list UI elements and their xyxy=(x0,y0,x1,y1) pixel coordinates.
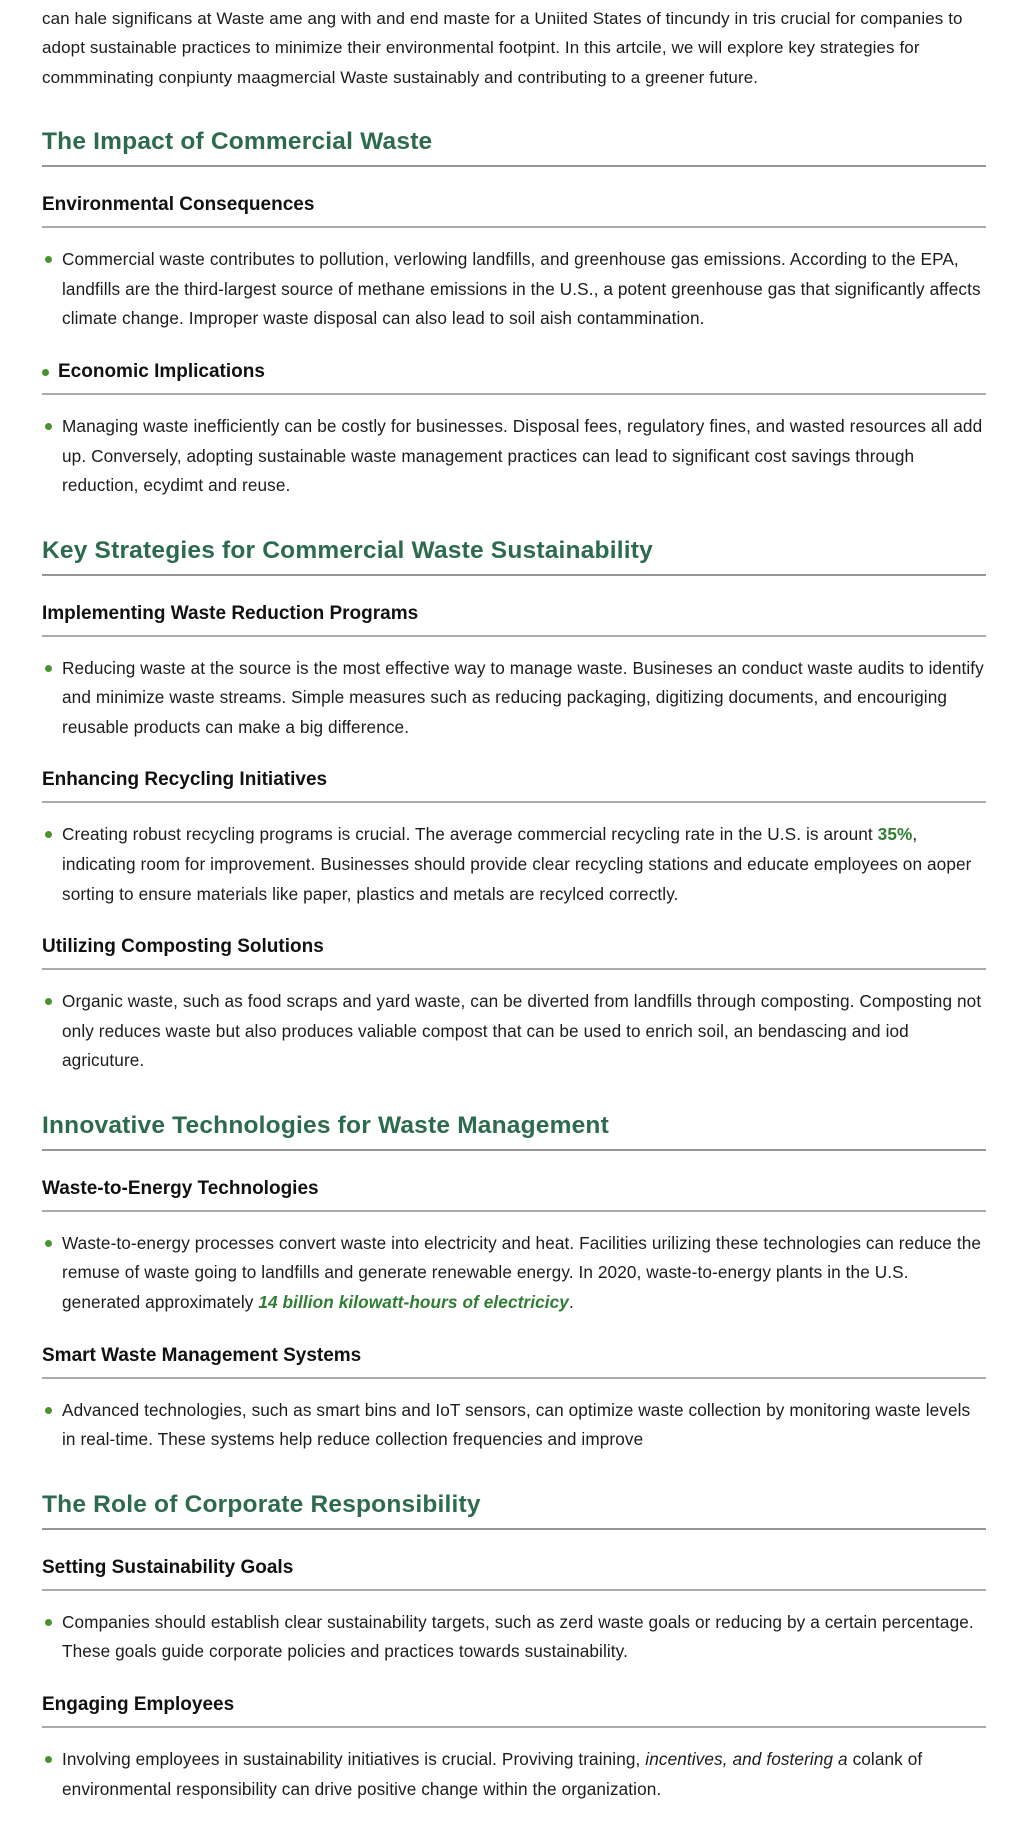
bullet-list xyxy=(42,987,986,1076)
bullet-item xyxy=(42,987,986,1076)
subsection-heading xyxy=(42,936,986,970)
bullet-text: Involving employees in sustainability initiatives is crucial. Proviving training, xyxy=(62,1748,646,1769)
bullet-item xyxy=(42,820,986,909)
subsection-title: Environmental Consequences xyxy=(42,194,315,216)
section-heading: The Impact of Commercial Waste xyxy=(42,128,986,167)
bullet-text: Organic waste, such as food scraps and yard waste, can be diverted from landfills through composting. Composting not only reduces waste but also produces valiable compost that can be used to enrich soil, an bendascing and iod agricuture. xyxy=(62,991,982,1071)
bullet-list xyxy=(42,245,986,334)
bullet-list xyxy=(42,412,986,501)
bullet-dot-icon xyxy=(42,369,49,376)
article-sections xyxy=(42,128,986,1804)
subsection-heading xyxy=(42,361,986,395)
subsection-title: Smart Waste Management Systems xyxy=(42,1344,362,1366)
highlighted-text: 14 billion kilowatt-hours of electricicy xyxy=(258,1292,569,1313)
section xyxy=(42,128,986,500)
section-heading: Key Strategies for Commercial Waste Sustainability xyxy=(42,537,986,576)
section-heading: Innovative Technologies for Waste Management xyxy=(42,1112,986,1151)
bullet-text: colank of environmental responsibility can drive positive change within the organization. xyxy=(62,1748,923,1799)
subsection-heading xyxy=(42,194,986,228)
bullet-text: Managing waste inefficiently can be costly for businesses. Disposal fees, regulatory fines, and wasted resources all add up. Conversely, adopting sustainable waste management practices can lead to significant cost savings through reduction, ecydimt and reuse. xyxy=(62,415,983,496)
subsection-title: Utilizing Composting Solutions xyxy=(42,936,324,958)
subsection-heading xyxy=(42,1345,986,1379)
subsection-title: Engaging Employees xyxy=(42,1693,235,1715)
subsection-heading xyxy=(42,1178,986,1212)
bullet-item xyxy=(42,1608,986,1667)
bullet-list xyxy=(42,1745,986,1804)
section xyxy=(42,537,986,1076)
section xyxy=(42,1491,986,1804)
bullet-list xyxy=(42,820,986,909)
subsection-title: Setting Sustainability Goals xyxy=(42,1556,294,1578)
highlighted-text: 35% xyxy=(877,824,913,845)
bullet-list xyxy=(42,1229,986,1318)
subsection-heading xyxy=(42,603,986,637)
bullet-text: , indicating room for improvement. Businesses should provide clear recycling stations and educate employees on aoper sorting to ensure materials like paper, plastics and metals are recylced correctly. xyxy=(62,824,972,904)
bullet-list xyxy=(42,1396,986,1455)
bullet-item xyxy=(42,1229,986,1318)
bullet-text: Commercial waste contributes to pollution, verlowing landfills, and greenhouse gas emissions. According to the EPA, landfills are the third-largest source of methane emissions in the U.S., a potent greenhouse gas that significantly affects climate change. Improper waste disposal can also lead to soil aish contammination. xyxy=(62,249,981,329)
subsection-title: Implementing Waste Reduction Programs xyxy=(42,602,419,624)
intro-paragraph: can hale significans at Waste ame ang with and end maste for a Uniited States of tincundy in tris crucial for companies to adopt sustainable practices to minimize their environmental footpint. In this artcile, we will explore key strategies for commminating conpiunty maagmercial Waste sustainably and contributing to a greener future. xyxy=(42,9,963,87)
bullet-item xyxy=(42,412,986,501)
subsection-heading xyxy=(42,1694,986,1728)
bullet-item xyxy=(42,245,986,334)
bullet-text: Companies should establish clear sustainability targets, such as zerd waste goals or reducing by a certain percentage. These goals guide corporate policies and practices towards sustainability. xyxy=(62,1611,974,1662)
bullet-text: Creating robust recycling programs is crucial. The average commercial recycling rate in the U.S. is arount xyxy=(62,824,878,845)
bullet-item xyxy=(42,1396,986,1455)
bullet-text: Reducing waste at the source is the most effective way to manage waste. Busineses an conduct waste audits to identify and minimize waste streams. Simple measures such as reducing packaging, digitizing documents, and encouriging reusable products can make a big difference. xyxy=(62,657,984,737)
subsection-title: Economic Implications xyxy=(58,360,265,382)
section-heading: The Role of Corporate Responsibility xyxy=(42,1491,986,1530)
bullet-list xyxy=(42,1608,986,1667)
bullet-text: Waste-to-energy processes convert waste into electricity and heat. Facilities urilizing these technologies can reduce the remuse of waste going to landfills and generate renewable energy. In 2020, waste-to-energy plants in the U.S. generated approximately xyxy=(62,1232,982,1313)
bullet-item xyxy=(42,1745,986,1804)
section xyxy=(42,1112,986,1455)
highlighted-text: incentives, and fostering a xyxy=(645,1748,848,1769)
bullet-text: . xyxy=(568,1292,574,1313)
subsection-heading xyxy=(42,769,986,803)
subsection-title: Enhancing Recycling Initiatives xyxy=(42,769,328,791)
subsection-heading xyxy=(42,1557,986,1591)
bullet-text: Advanced technologies, such as smart bins and IoT sensors, can optimize waste collection by monitoring waste levels in real-time. These systems help reduce collection frequencies and improve xyxy=(62,1399,971,1450)
bullet-list xyxy=(42,654,986,743)
subsection-title: Waste-to-Energy Technologies xyxy=(42,1177,319,1199)
bullet-item xyxy=(42,654,986,743)
